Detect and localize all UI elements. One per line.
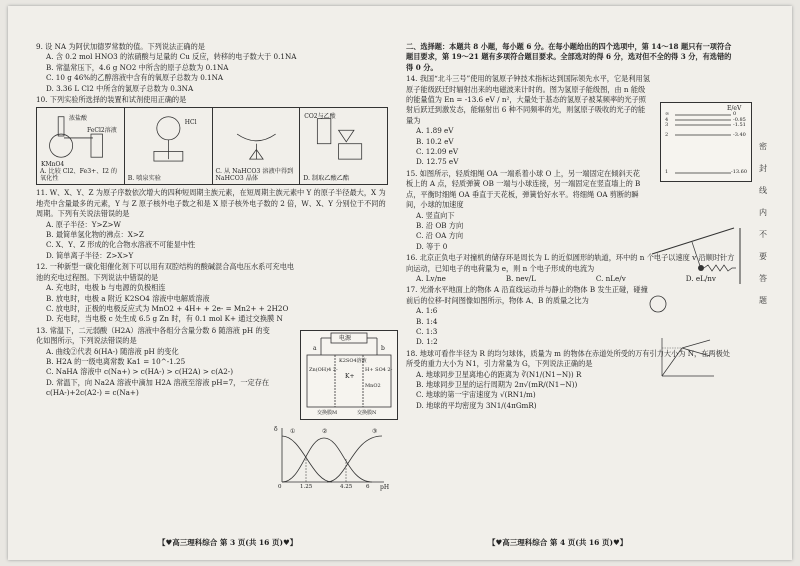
strip-char: 线 <box>759 186 767 195</box>
option: B. 1:4 <box>416 316 438 326</box>
option: A. Lv/ne <box>416 273 446 283</box>
option: B. nev/L <box>505 273 536 283</box>
level-n: 1 <box>665 169 669 175</box>
question-11 <box>36 188 388 261</box>
y-axis-label: δ <box>274 426 278 433</box>
option: A. 曲线②代表 δ(HA-) 随溶液 pH 的变化 <box>46 346 179 356</box>
tick-label: 6 <box>366 484 370 490</box>
strip-char: 内 <box>759 208 767 217</box>
level-energy: 0 <box>733 111 737 117</box>
level-n: 2 <box>665 132 669 138</box>
option: C. NaHA 溶液中 c(Na+) > c(HA-) > c(H2A) > c(A2-) <box>46 367 233 377</box>
question-10 <box>36 95 388 185</box>
option: D. 12.75 eV <box>416 157 459 167</box>
option: C. 沿 OA 方向 <box>416 231 464 241</box>
question-stem: 17. 光滑水平地面上的物体 A 沿直线运动并与静止的物体 B 发生正碰，碰撞前后的位移-时间图像如图所示，物体 A、B 的质量之比为 <box>406 285 648 305</box>
question-stem: 12. 一种新型一碳化钼催化剂下可以用有双腔结构的酸碱混合高电压水系可充电电池的充电过程图。下列说法中错误的是 <box>36 262 295 282</box>
option: A. 充电时，电极 b 与电源的负极相连 <box>46 283 166 293</box>
tick-label: 1.25 <box>300 484 313 490</box>
power-source-label: 电源 <box>339 335 352 342</box>
spring-ball-diagram <box>648 224 748 286</box>
level-n: 3 <box>665 122 669 128</box>
caption: B. 喷泉实验 <box>127 175 161 183</box>
question-15 <box>406 169 642 252</box>
electrode-a-label: a <box>313 345 317 352</box>
option: D. 简单离子半径：Z>X>Y <box>46 250 134 260</box>
apparatus-figure <box>36 107 388 185</box>
option: C. 地球的第一宇宙速度为 √(RN1/m) <box>416 390 536 400</box>
label: MnO2 <box>365 383 381 389</box>
level-energy: -0.85 <box>733 117 746 123</box>
level-energy: -3.40 <box>733 132 746 138</box>
option: B. 最简单氢化物的沸点：X>Z <box>46 230 144 240</box>
label: HCl <box>184 119 197 127</box>
question-stem: 18. 地球可看作半径为 R 的均匀球体，质量为 m 的物体在赤道处所受的万有引力大小为 N，在两极处所受的重力大小为 N1，引力常量为 G，下列说法正确的是 <box>406 348 730 369</box>
question-9 <box>36 42 388 94</box>
label: Zn(OH)4 2- <box>309 367 338 373</box>
tick-label: 4.25 <box>340 484 353 490</box>
caption: A. 比较 Cl2、Fe3+、I2 的氧化性 <box>40 168 118 183</box>
level-energy: -1.51 <box>733 122 746 128</box>
label: CO2与乙酸 <box>304 113 336 121</box>
question-17 <box>406 285 650 347</box>
storage-ring-icon <box>648 294 668 314</box>
question-stem: 14. 我国“北斗三号”使用的氢原子钟技术指标达到国际领先水平，它是利用氢原子能级跃迁时辐射出来的电磁波来计时的。图为氢原子能级图，由 n 能级的能量值为 En = -13.6 eV / n²，大量处于基态的氢原子被某频率的光子照射后跃迁到激发态，能辐射出 6 种不同频率的光，则氢原子吸收的光子的能量为 <box>406 74 650 125</box>
apparatus-a <box>36 107 125 185</box>
option: D. 3.36 L Cl2 中所含的氯原子总数为 0.3NA <box>46 83 194 93</box>
question-stem: 16. 北京正负电子对撞机的储存环是周长为 L 的近似圆形的轨道，环中的 n 个电子以速度 v 沿顺时针方向运动，已知电子的电荷量为 e，则 n 个电子形成的电流为 <box>406 253 735 273</box>
option: A. 1:6 <box>416 306 438 316</box>
option: C. nLe/v <box>595 273 626 283</box>
option: B. 沿 OB 方向 <box>416 220 464 230</box>
option: A. 地球同步卫星离地心的距离为 ∛(N1/(N1−N)) R <box>416 369 582 379</box>
label: FeCl2溶液 <box>87 127 117 135</box>
question-stem: 15. 如图所示，轻质细绳 OA 一端系着小球 O 上，另一端固定在倾斜天花板上的 A 点，轻质弹簧 OB 一端与小球连接，另一端固定在竖直墙上的 B 点，平衡时细绳 OA 垂直于天花板，弹簧恰好水平。将细绳 OA 剪断的瞬间，小球的加速度 <box>406 168 641 210</box>
question-12 <box>36 262 298 324</box>
level-n: ∞ <box>665 111 670 117</box>
label: H+ SO4 2- <box>365 367 393 373</box>
apparatus-d <box>300 107 388 185</box>
label: 浓盐酸 <box>69 115 88 123</box>
caption: D. 制取乙酸乙酯 <box>303 175 350 183</box>
option: D. 等于 0 <box>416 241 448 251</box>
strip-char: 答 <box>759 274 767 283</box>
strip-char: 密 <box>759 142 767 151</box>
option: B. 地球同步卫星的运行周期为 2π√(mR/(N1−N)) <box>416 380 578 389</box>
option: A. 原子半径：Y>Z>W <box>46 219 121 229</box>
question-stem: 9. 设 NA 为阿伏加德罗常数的值。下列说法正确的是 <box>36 42 205 51</box>
battery-diagram <box>300 330 398 420</box>
label: 交换膜N <box>357 410 377 416</box>
apparatus-c <box>213 107 301 185</box>
strip-char: 题 <box>759 296 767 305</box>
label: K+ <box>345 373 355 380</box>
option: C. 12.09 eV <box>416 147 459 157</box>
option: C. 1:3 <box>416 326 438 336</box>
question-stem: 10. 下列实验所选择的装置和试剂使用正确的是 <box>36 95 187 105</box>
option: A. 竖直向下 <box>416 210 455 220</box>
apparatus-b <box>125 107 213 185</box>
position-time-graph <box>656 336 716 382</box>
question-14 <box>406 74 650 168</box>
electrode-b-label: b <box>381 345 385 352</box>
page-footer-left: 【♥高三理科综合 第 3 页(共 16 页)♥】 <box>158 538 298 547</box>
level-n: 4 <box>665 117 669 123</box>
curve-label: ③ <box>372 428 378 435</box>
option: D. 常温下，向 Na2A 溶液中滴加 H2A 溶液至溶液 pH=7，一定存在 c(HA-)+2c(A2-) = c(Na+) <box>46 377 270 398</box>
option: D. eL/nv <box>685 273 716 283</box>
x-axis-label: pH <box>380 484 390 491</box>
page-footer-right: 【♥高三理科综合 第 4 页(共 16 页)♥】 <box>488 538 628 547</box>
label: KMnO4 <box>41 161 65 169</box>
option: A. 1.89 eV <box>416 126 454 136</box>
option: B. 放电时，电极 a 附近 K2SO4 溶液中电解质溶液 <box>46 293 210 303</box>
option: A. 含 0.2 mol HNO3 的浓硝酸与足量的 Cu 反应，转移的电子数大于 0.1NA <box>46 52 297 62</box>
curve-label: ② <box>322 428 328 435</box>
option: D. 1:2 <box>416 337 438 347</box>
option: B. 常温常压下，4.6 g NO2 中所含的原子总数为 0.1NA <box>46 62 229 72</box>
option: D. 地球的平均密度为 3N1/(4πGmR) <box>416 400 537 410</box>
option: D. 充电时，当电极 c 处生成 6.5 g Zn 时，有 0.1 mol K+ 通过交换膜 N <box>46 314 283 324</box>
question-13 <box>36 326 272 399</box>
exam-sheet <box>8 6 792 560</box>
tick-label: 0 <box>278 484 282 490</box>
energy-level-diagram <box>660 102 752 182</box>
caption: C. 从 NaHCO3 溶液中得到 NaHCO3 晶体 <box>215 168 294 183</box>
strip-char: 封 <box>759 164 767 173</box>
option: B. H2A 的一级电离常数 Ka1 = 10^-1.25 <box>46 356 186 366</box>
label: 交换膜M <box>317 410 338 416</box>
distribution-graph <box>272 424 392 494</box>
curve-label: ① <box>290 428 296 435</box>
axis-label: E/eV <box>727 105 742 112</box>
strip-char: 要 <box>759 252 767 261</box>
option: C. 放电时，正极的电极反应式为 MnO2 + 4H+ + 2e- = Mn2+ + 2H2O <box>46 303 289 313</box>
seal-line-strip <box>756 136 770 312</box>
level-energy: -13.60 <box>731 169 748 175</box>
label: K2SO4溶液 <box>339 358 367 364</box>
strip-char: 不 <box>759 230 767 239</box>
section-heading: 二、选择题：本题共 8 小题，每小题 6 分。在每小题给出的四个选项中，第 14～18 题只有一项符合题目要求，第 19～21 题有多项符合题目要求。全部选对的得 6 分，选对但不全的得 3 分，有选错的得 0 分。 <box>406 42 732 72</box>
question-stem: 13. 常温下，二元弱酸（H2A）溶液中各组分含量分数 δ 随溶液 pH 的变化如图所示，下列说法错误的是 <box>36 325 270 346</box>
question-stem: 11. W、X、Y、Z 为原子序数依次增大的四种短周期主族元素，在短周期主族元素中 Y 的原子半径最大，X 为地壳中含量最多的元素，Y 与 Z 原子核外电子数之和是 X 原子核外电子数的 2 倍，W、X、Y 分别位于不同的周期。下列有关说法错误的是 <box>36 188 386 219</box>
option: C. X、Y、Z 形成的化合物水溶液不可能显中性 <box>46 240 196 250</box>
option: B. 10.2 eV <box>416 136 454 146</box>
option: C. 10 g 46%的乙醇溶液中含有的氧原子总数为 0.1NA <box>46 73 224 83</box>
